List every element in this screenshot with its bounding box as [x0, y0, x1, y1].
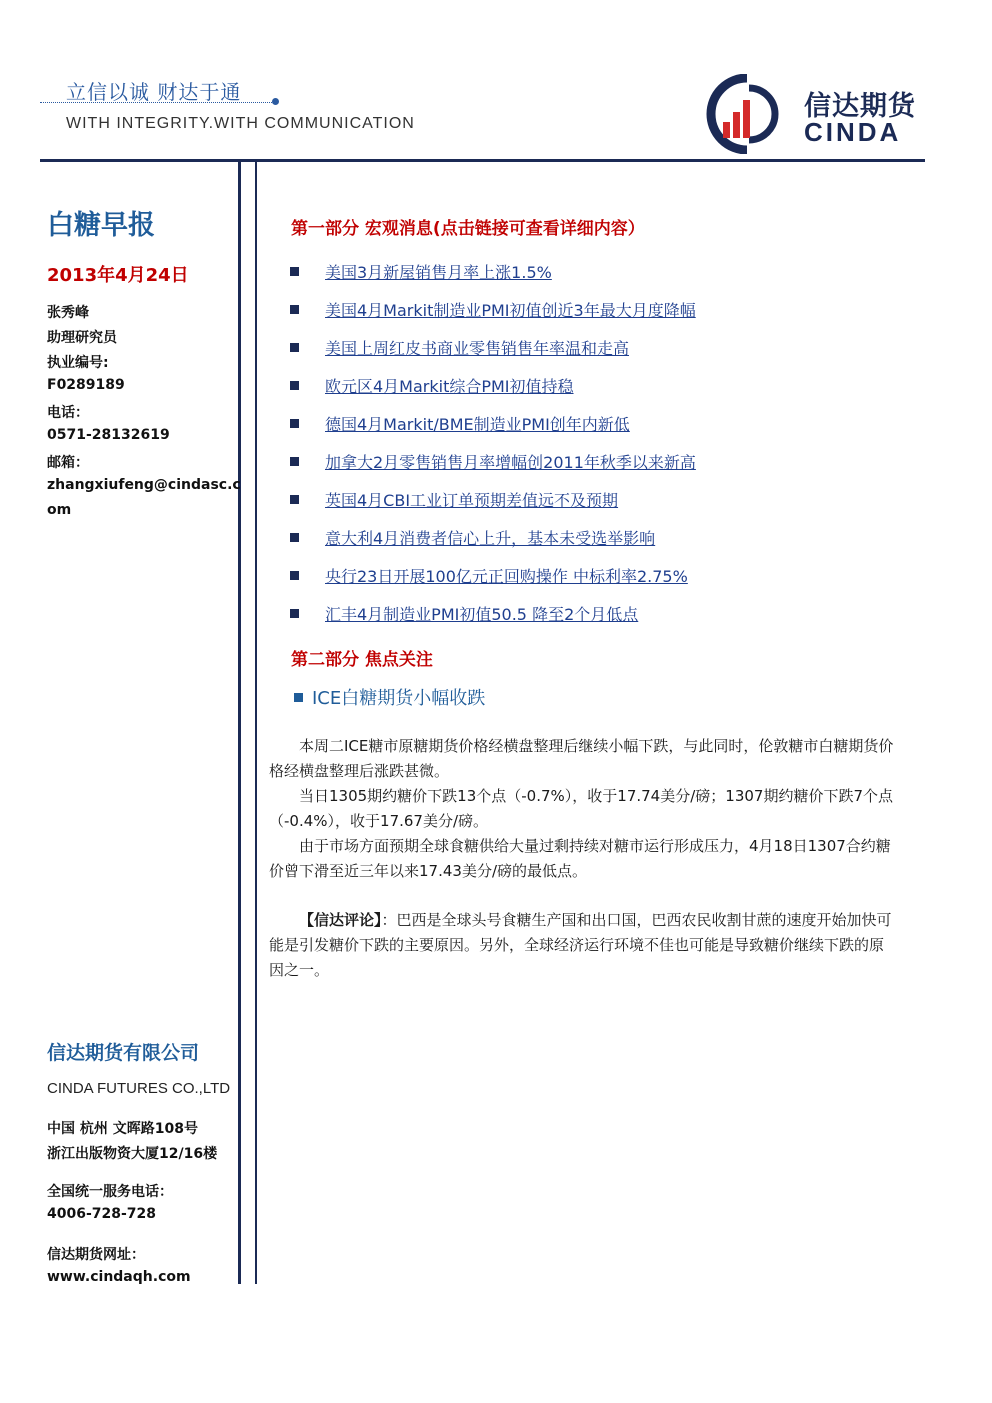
news-link[interactable]: 欧元区4月Markit综合PMI初值持稳: [325, 376, 574, 396]
list-item: [290, 404, 910, 442]
news-link[interactable]: 汇丰4月制造业PMI初值50.5 降至2个月低点: [325, 604, 639, 624]
square-bullet-icon: [290, 571, 299, 580]
slogan-divider: [40, 102, 278, 103]
focus-heading: [294, 684, 485, 710]
company-name-cn: 信达期货有限公司: [47, 1042, 200, 1064]
news-link[interactable]: 意大利4月消费者信心上升，基本未受选举影响: [325, 528, 656, 548]
list-item: [290, 290, 910, 328]
square-bullet-icon: [290, 343, 299, 352]
list-item: [290, 328, 910, 366]
cinda-comment: [269, 908, 895, 983]
slogan-cn: 立信以诚 财达于通: [66, 80, 242, 104]
section1-subtitle: (点击链接可查看详细内容）: [432, 219, 645, 239]
list-item: [290, 518, 910, 556]
email-address-cont[interactable]: om: [47, 502, 72, 518]
section2-title: 第二部分 焦点关注: [291, 650, 433, 670]
comment-label: 【信达评论】: [299, 911, 382, 929]
list-item: [290, 480, 910, 518]
license-label: 执业编号:: [47, 355, 109, 371]
paragraph: 当日1305期约糖价下跌13个点（-0.7%），收于17.74美分/磅；1307期约糖价下跌7个点（-0.4%），收于17.67美分/磅。: [269, 787, 893, 830]
list-item: [290, 594, 910, 632]
square-bullet-icon: [290, 495, 299, 504]
news-link[interactable]: 央行23日开展100亿元正回购操作 中标利率2.75%: [325, 566, 688, 586]
paragraph: 由于市场方面预期全球食糖供给大量过剩持续对糖市运行形成压力，4月18日1307合约糖价曾下滑至近三年以来17.43美分/磅的最低点。: [269, 837, 891, 880]
address-line-1: 中国 杭州 文晖路108号: [47, 1121, 198, 1137]
square-bullet-icon: [290, 267, 299, 276]
logo-text-en: CINDA: [804, 117, 902, 147]
website-link[interactable]: www.cindaqh.com: [47, 1269, 191, 1285]
paragraph: 本周二ICE糖市原糖期货价格经横盘整理后继续小幅下跌，与此同时，伦敦糖市白糖期货价格经横盘整理后涨跌甚微。: [269, 737, 894, 780]
square-bullet-icon: [290, 457, 299, 466]
license-number: F0289189: [47, 377, 125, 393]
square-bullet-icon: [290, 381, 299, 390]
company-name-en: CINDA FUTURES CO.,LTD: [47, 1080, 231, 1097]
news-link[interactable]: 英国4月CBI工业订单预期差值远不及预期: [325, 490, 619, 510]
square-bullet-icon: [290, 609, 299, 618]
list-item: [290, 252, 910, 290]
analyst-name: 张秀峰: [47, 305, 89, 321]
section1-title: 第一部分 宏观消息: [291, 219, 433, 239]
hotline-label: 全国统一服务电话：: [47, 1184, 173, 1200]
focus-body: [269, 734, 895, 884]
phone-number: 0571-28132619: [47, 427, 170, 443]
macro-news-list: [290, 252, 910, 632]
news-link[interactable]: 美国上周红皮书商业零售销售年率温和走高: [325, 338, 630, 358]
analyst-title: 助理研究员: [47, 330, 117, 346]
square-bullet-icon: [290, 419, 299, 428]
website-label: 信达期货网址：: [47, 1247, 145, 1263]
square-bullet-icon: [290, 305, 299, 314]
report-title: 白糖早报: [47, 210, 155, 241]
sidebar-divider-right: [255, 162, 257, 1284]
list-item: [290, 442, 910, 480]
header-rule: [40, 159, 925, 162]
hotline-number: 4006-728-728: [47, 1206, 157, 1222]
logo-text-cn: 信达期货: [804, 91, 916, 122]
news-link[interactable]: 加拿大2月零售销售月率增幅创2011年秋季以来新高: [325, 452, 696, 472]
comment-text: ：巴西是全球头号食糖生产国和出口国，巴西农民收割甘蔗的速度开始加快可能是引发糖价下跌的主要原因。另外，全球经济运行环境不佳也可能是导致糖价继续下跌的原因之一。: [269, 911, 892, 979]
focus-title: ICE白糖期货小幅收跌: [312, 688, 486, 709]
slogan-dot: [272, 98, 279, 105]
news-link[interactable]: 德国4月Markit/BME制造业PMI创年内新低: [325, 414, 630, 434]
phone-label: 电话：: [47, 405, 89, 421]
list-item: [290, 556, 910, 594]
slogan-en: WITH INTEGRITY.WITH COMMUNICATION: [66, 115, 415, 132]
address-line-2: 浙江出版物资大厦12/16楼: [47, 1146, 218, 1162]
list-item: [290, 366, 910, 404]
sidebar-divider-left: [238, 162, 241, 1284]
square-bullet-icon: [290, 533, 299, 542]
email-address[interactable]: zhangxiufeng@cindasc.c: [47, 477, 241, 493]
news-link[interactable]: 美国3月新屋销售月率上涨1.5%: [325, 262, 552, 282]
news-link[interactable]: 美国4月Markit制造业PMI初值创近3年最大月度降幅: [325, 300, 696, 320]
email-label: 邮箱：: [47, 455, 89, 471]
section1-heading: [291, 214, 645, 239]
square-bullet-icon: [294, 693, 303, 702]
report-date: 2013年4月24日: [47, 265, 189, 286]
